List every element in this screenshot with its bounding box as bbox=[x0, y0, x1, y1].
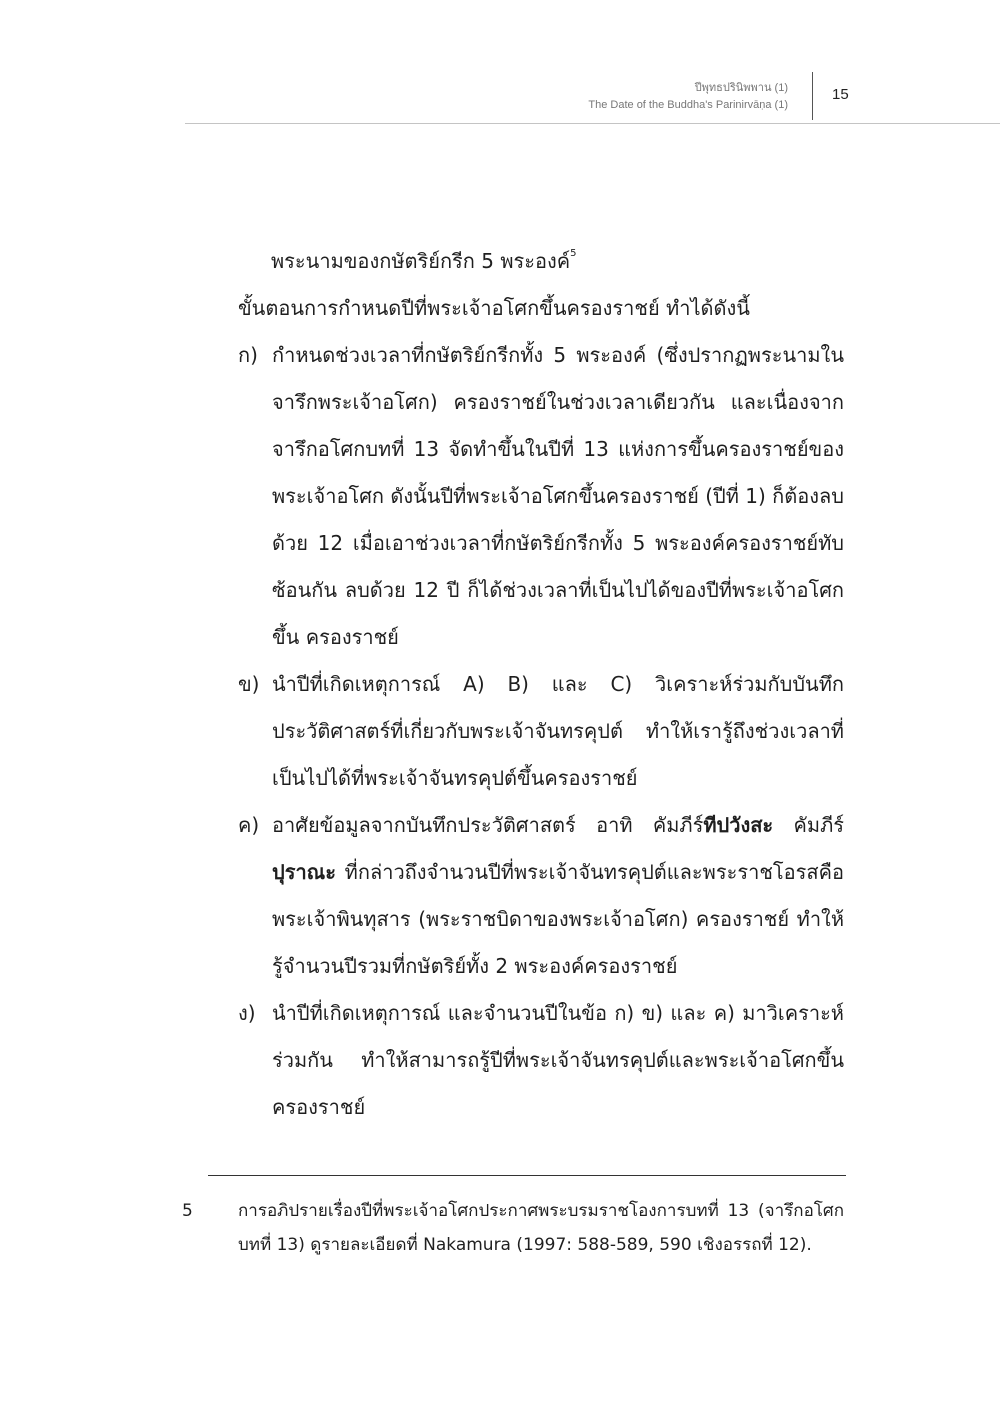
scripture-title-dipavamsa: ทีปวังสะ bbox=[703, 813, 774, 837]
item-text: อาศัยข้อมูลจากบันทึกประวัติศาสตร์ อาทิ คัมภีร์ bbox=[272, 813, 704, 837]
item-text: นำปีที่เกิดเหตุการณ์ และจำนวนปีในข้อ ก) ข) และ ค) มาวิเคราะห์ร่วมกัน ทำให้สามารถรู้ปีที่พระเจ้าจันทรคุปต์และพระเจ้าอโศกขึ้นครองราชย์ bbox=[272, 1001, 844, 1119]
procedure-line: ขั้นตอนการกำหนดปีที่พระเจ้าอโศกขึ้นครองราชย์ ทำได้ดังนี้ bbox=[238, 296, 750, 320]
footnote-number: 5 bbox=[182, 1201, 193, 1221]
item-marker: ค) bbox=[238, 813, 260, 837]
list-item bbox=[238, 802, 844, 990]
intro-text: พระนามของกษัตริย์กรีก 5 พระองค์ bbox=[271, 249, 571, 273]
footnote-reference[interactable]: 5 bbox=[570, 248, 577, 259]
page-number: 15 bbox=[832, 86, 849, 103]
list-item bbox=[238, 661, 844, 802]
item-text: นำปีที่เกิดเหตุการณ์ A) B) และ C) วิเคราะห์ร่วมกับบันทึกประวัติศาสตร์ที่เกี่ยวกับพระเจ้าจันทรคุปต์ ทำให้เรารู้ถึงช่วงเวลาที่เป็นไปได้ที่พระเจ้าจันทรคุปต์ขึ้นครองราชย์ bbox=[272, 672, 844, 790]
item-text: คัมภีร์ bbox=[773, 813, 844, 837]
item-text: ที่กล่าวถึงจำนวนปีที่พระเจ้าจันทรคุปต์และพระราชโอรสคือพระเจ้าพินทุสาร (พระราชบิดาของพระเจ้าอโศก) ครองราชย์ ทำให้รู้จำนวนปีรวมที่กษัตริย์ทั้ง 2 พระองค์ครองราชย์ bbox=[272, 860, 844, 978]
footnote-rule bbox=[208, 1175, 846, 1176]
item-marker: ข) bbox=[238, 672, 260, 696]
footnote-text: การอภิปรายเรื่องปีที่พระเจ้าอโศกประกาศพระบรมราชโองการบทที่ 13 (จารึกอโศกบทที่ 13) ดูรายละเอียดที่ Nakamura (1997: 588-589, 590 เชิงอรรถที่ 12). bbox=[238, 1201, 844, 1255]
scripture-title-purana: ปุราณะ bbox=[272, 860, 336, 884]
running-header bbox=[588, 80, 788, 114]
item-marker: ก) bbox=[238, 343, 258, 367]
list-item bbox=[238, 332, 844, 661]
running-title-english: The Date of the Buddha's Parinirvāṇa (1) bbox=[588, 99, 788, 111]
header-separator bbox=[812, 72, 813, 120]
item-marker: ง) bbox=[238, 1001, 256, 1025]
intro-line bbox=[238, 238, 844, 285]
header-rule bbox=[185, 123, 1000, 124]
item-text: กำหนดช่วงเวลาที่กษัตริย์กรีกทั้ง 5 พระองค์ (ซึ่งปรากฏพระนามในจารึกพระเจ้าอโศก) ครองราชย์ในช่วงเวลาเดียวกัน และเนื่องจากจารึกอโศกบทที่ 13 จัดทำขึ้นในปีที่ 13 แห่งการขึ้นครองราชย์ของพระเจ้าอโศก ดังนั้นปีที่พระเจ้าอโศกขึ้นครองราชย์ (ปีที่ 1) ก็ต้องลบด้วย 12 เมื่อเอาช่วงเวลาที่กษัตริย์กรีกทั้ง 5 พระองค์ครองราชย์ทับซ้อนกัน ลบด้วย 12 ปี ก็ได้ช่วงเวลาที่เป็นไปได้ของปีที่พระเจ้าอโศกขึ้น ครองราชย์ bbox=[272, 343, 844, 649]
main-text bbox=[238, 238, 844, 1131]
list-item bbox=[238, 990, 844, 1131]
running-title-thai: ปีพุทธปรินิพพาน (1) bbox=[694, 82, 788, 94]
